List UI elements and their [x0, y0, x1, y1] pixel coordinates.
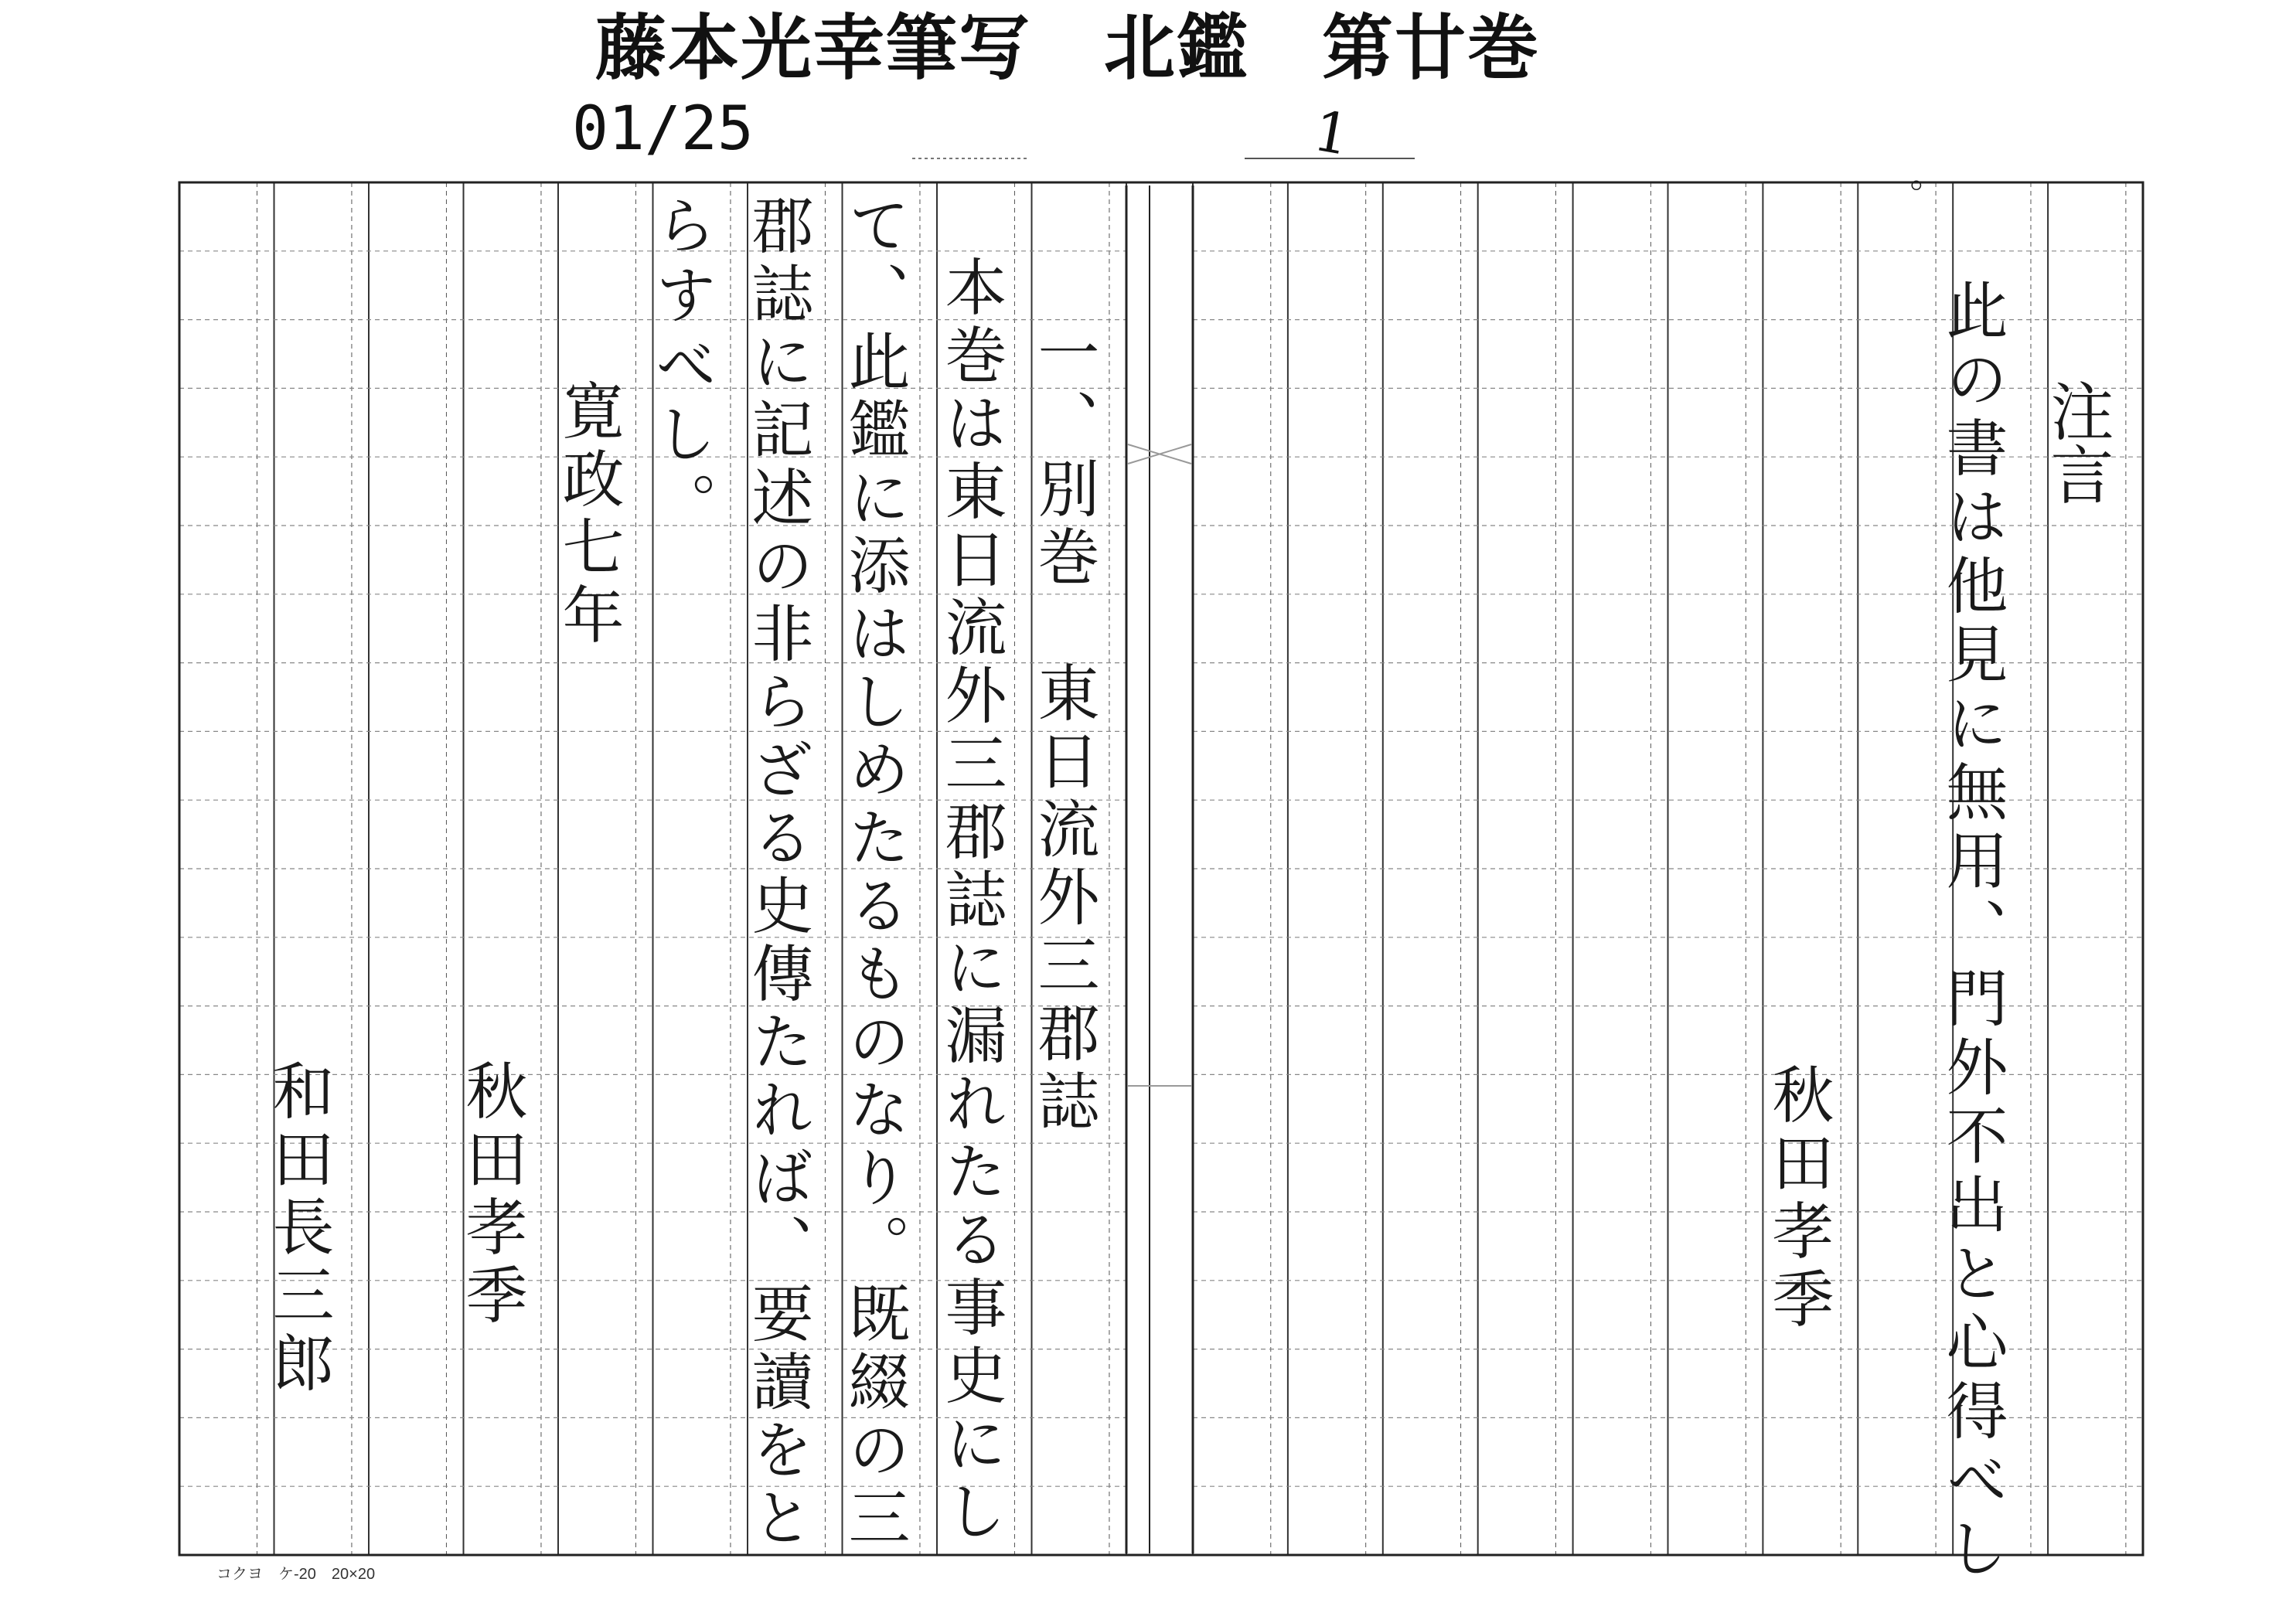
left-line-2: 本巻は東日流外三郡誌に漏れたる事史にし	[935, 255, 1007, 1547]
center-spine	[1126, 185, 1193, 1553]
left-signature-2: 和田長三郎	[262, 1059, 334, 1399]
left-line-1: 一、別巻 東日流外三郡誌	[1027, 321, 1099, 1137]
left-date: 寛政七年	[552, 379, 624, 651]
right-signature: 秋田孝季	[1762, 1063, 1834, 1335]
period-mark: 。	[1883, 178, 1925, 213]
left-line-4: 郡誌に記述の非らざる史傳たれば、要讀をと	[741, 193, 813, 1553]
right-heading: 注言	[2040, 379, 2114, 505]
right-body-line: 此の書は他見に無用、門外不出と心得べし	[1936, 278, 2008, 1585]
left-line-5: らすべし。	[645, 193, 717, 541]
document-title: 藤本光幸筆写 北鑑 第廿巻	[595, 7, 1541, 90]
folio-mark: 1	[1309, 97, 1355, 168]
page-number: 01/25	[572, 94, 754, 164]
left-line-3: て、此鑑に添はしめたるものなり。既綴の三	[838, 193, 910, 1553]
left-signature-1: 秋田孝季	[455, 1059, 527, 1331]
footer-label: コクヨ ケ-20 20×20	[216, 1566, 376, 1583]
